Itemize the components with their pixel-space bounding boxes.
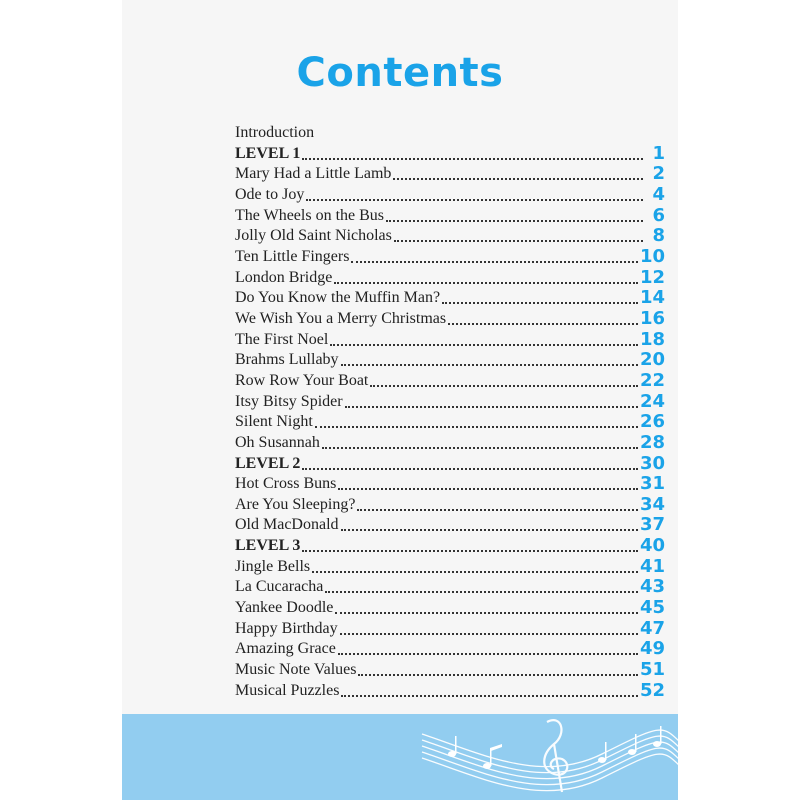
dot-leader: [370, 385, 638, 387]
toc-entry-label: LEVEL 1: [235, 144, 301, 162]
dot-leader: [306, 199, 643, 201]
dot-leader: [386, 220, 643, 222]
toc-entry-label: Jolly Old Saint Nicholas: [235, 227, 392, 245]
toc-entry: [235, 391, 665, 412]
toc-entry-page-number: 14: [639, 287, 665, 309]
toc-entry-label: Happy Birthday: [235, 619, 338, 637]
toc-entry-label: Yankee Doodle: [235, 599, 334, 617]
dot-leader: [351, 261, 638, 263]
page-title: Contents: [296, 50, 504, 96]
toc-introduction: Introduction: [235, 124, 315, 141]
toc-entry: [235, 412, 665, 433]
toc-entry-label: Itsy Bitsy Spider: [235, 392, 343, 410]
toc-entry-label: Silent Night: [235, 413, 313, 431]
dot-leader: [345, 406, 638, 408]
toc-entry-label: Brahms Lullaby: [235, 351, 339, 369]
dot-leader: [338, 653, 638, 655]
toc-entry: [235, 246, 665, 267]
toc-entry-page-number: 51: [639, 659, 665, 681]
toc-entry-page-number: 34: [639, 493, 665, 515]
toc-entry-page-number: 43: [639, 576, 665, 598]
toc-entry-page-number: 2: [652, 163, 665, 185]
toc-entry-label: Old MacDonald: [235, 516, 339, 534]
toc-entry-page-number: 47: [639, 617, 665, 639]
toc-entry-label: Do You Know the Muffin Man?: [235, 289, 441, 307]
footer-band: [122, 714, 678, 800]
toc-entry-page-number: 26: [639, 411, 665, 433]
toc-entry-label: Ten Little Fingers: [235, 247, 350, 265]
toc-entry: [235, 597, 665, 618]
dot-leader: [341, 695, 638, 697]
toc-entry-label: Musical Puzzles: [235, 681, 340, 699]
toc-entry-label: Hot Cross Buns: [235, 475, 337, 493]
toc-entry-label: The First Noel: [235, 330, 329, 348]
toc-entry: [235, 535, 665, 556]
toc-entry: [235, 659, 665, 680]
toc-entry-page-number: 49: [639, 638, 665, 660]
toc-entry-label: Amazing Grace: [235, 640, 336, 658]
toc-entry-page-number: 37: [639, 514, 665, 536]
dot-leader: [334, 282, 638, 284]
toc-entry: [235, 639, 665, 660]
dot-leader: [358, 674, 637, 676]
toc-entry: [235, 370, 665, 391]
dot-leader: [338, 488, 638, 490]
toc-entry-label: LEVEL 2: [235, 454, 301, 472]
toc-entry-label: LEVEL 3: [235, 537, 301, 555]
toc-entry-page-number: 31: [639, 473, 665, 495]
toc-entry-label: Music Note Values: [235, 661, 357, 679]
toc-entry-page-number: 18: [639, 328, 665, 350]
toc-entry-label: London Bridge: [235, 268, 333, 286]
toc-entry-label: We Wish You a Merry Christmas: [235, 309, 447, 327]
music-staff-icon: [122, 714, 678, 800]
dot-leader: [394, 240, 643, 242]
toc-entry-page-number: 41: [639, 555, 665, 577]
dot-leader: [341, 529, 638, 531]
toc-entry: [235, 164, 665, 185]
dot-leader: [330, 344, 638, 346]
toc-entry: [235, 267, 665, 288]
toc-entry-page-number: 12: [639, 266, 665, 288]
toc-entry-label: La Cucaracha: [235, 578, 324, 596]
toc-entry-label: The Wheels on the Bus: [235, 206, 385, 224]
toc-entry-page-number: 28: [639, 431, 665, 453]
toc-entry: [235, 308, 665, 329]
dot-leader: [442, 302, 638, 304]
toc-entry-page-number: 30: [639, 452, 665, 474]
toc-entry: [235, 680, 665, 701]
toc-entry: [235, 577, 665, 598]
toc-entry: [235, 453, 665, 474]
toc-entry: [235, 618, 665, 639]
toc-entry-label: Are You Sleeping?: [235, 495, 356, 513]
dot-leader: [302, 468, 638, 470]
toc-entry-page-number: 6: [652, 204, 665, 226]
dot-leader: [357, 509, 638, 511]
dot-leader: [325, 591, 638, 593]
toc-entry-page-number: 1: [652, 142, 665, 164]
toc-entry-page-number: 16: [639, 307, 665, 329]
toc-entry: [235, 329, 665, 350]
dot-leader: [322, 447, 638, 449]
dot-leader: [340, 633, 638, 635]
dot-leader: [302, 550, 638, 552]
toc-entry-page-number: 24: [639, 390, 665, 412]
toc-entry: [235, 556, 665, 577]
toc-entry-page-number: 52: [639, 679, 665, 701]
toc-entry: [235, 288, 665, 309]
toc-entry-page-number: 20: [639, 349, 665, 371]
dot-leader: [448, 323, 638, 325]
toc-entry: [235, 494, 665, 515]
dot-leader: [341, 364, 638, 366]
toc-entry-page-number: 40: [639, 535, 665, 557]
toc-entry: [235, 143, 665, 164]
toc-entry: [235, 474, 665, 495]
toc-entry-label: Oh Susannah: [235, 433, 320, 451]
toc-entry-page-number: 45: [639, 597, 665, 619]
toc-entry-label: Row Row Your Boat: [235, 371, 369, 389]
toc-entry-page-number: 22: [639, 369, 665, 391]
dot-leader: [393, 178, 643, 180]
toc-entry-page-number: 8: [652, 225, 665, 247]
toc-entry: [235, 515, 665, 536]
book-page: [122, 0, 678, 800]
toc-entry-label: Jingle Bells: [235, 557, 311, 575]
toc-entry-page-number: 10: [639, 245, 665, 267]
toc-entry: [235, 350, 665, 371]
toc-entry: [235, 226, 665, 247]
dot-leader: [312, 571, 638, 573]
dot-leader: [315, 426, 638, 428]
toc-entry: [235, 205, 665, 226]
toc-entry-page-number: 4: [652, 183, 665, 205]
dot-leader: [302, 158, 643, 160]
dot-leader: [335, 612, 638, 614]
toc-entry: [235, 184, 665, 205]
toc-entry: [235, 432, 665, 453]
toc-entry-label: Mary Had a Little Lamb: [235, 165, 392, 183]
table-of-contents: [235, 143, 665, 701]
toc-entry-label: Ode to Joy: [235, 185, 305, 203]
